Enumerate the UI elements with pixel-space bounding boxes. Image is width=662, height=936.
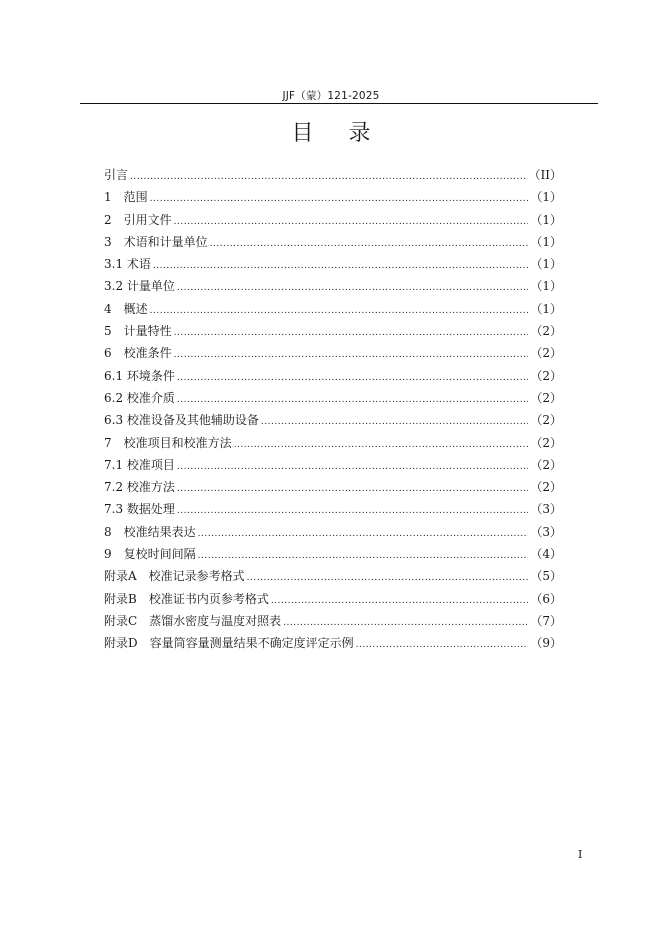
toc-entry-label: 附录C 蒸馏水密度与温度对照表 <box>104 613 282 628</box>
table-of-contents <box>104 164 562 655</box>
toc-entry-label: 8 校准结果表达 <box>104 524 196 539</box>
toc-dot-leader <box>283 612 528 634</box>
toc-entry[interactable] <box>104 342 562 364</box>
toc-entry-page: （9） <box>530 636 562 651</box>
toc-dot-leader <box>177 277 528 299</box>
toc-entry-label: 4 概述 <box>104 301 148 316</box>
toc-entry-label: 6.1 环境条件 <box>104 368 175 383</box>
toc-entry[interactable] <box>104 365 562 387</box>
toc-entry-label: 9 复校时间间隔 <box>104 547 196 562</box>
toc-dot-leader <box>174 344 529 366</box>
toc-entry-label: 引言 <box>104 168 129 182</box>
toc-entry-page: （4） <box>530 547 562 562</box>
toc-dot-leader <box>177 500 528 522</box>
toc-entry[interactable] <box>104 565 562 587</box>
toc-dot-leader <box>261 411 528 433</box>
toc-entry-label: 附录B 校准证书内页参考格式 <box>104 591 269 606</box>
toc-entry-page: （1） <box>530 212 562 227</box>
toc-entry[interactable] <box>104 454 562 476</box>
page-number: I <box>578 848 583 861</box>
toc-dot-leader <box>356 634 529 656</box>
toc-entry-label: 3 术语和计量单位 <box>104 234 208 249</box>
toc-entry[interactable] <box>104 498 562 520</box>
toc-entry-label: 2 引用文件 <box>104 212 172 227</box>
toc-entry[interactable] <box>104 275 562 297</box>
toc-entry-label: 1 范围 <box>104 190 148 205</box>
toc-entry-page: （1） <box>530 279 562 294</box>
toc-entry[interactable] <box>104 186 562 208</box>
toc-entry-page: （2） <box>530 413 562 428</box>
toc-entry-label: 6 校准条件 <box>104 346 172 361</box>
toc-entry[interactable] <box>104 432 562 454</box>
toc-entry-page: （7） <box>530 613 562 628</box>
toc-entry-label: 附录A 校准记录参考格式 <box>104 569 245 584</box>
toc-entry-page: （3） <box>530 524 562 539</box>
toc-dot-leader <box>150 300 529 322</box>
toc-dot-leader <box>174 211 529 233</box>
toc-entry-label: 7.1 校准项目 <box>104 457 175 472</box>
toc-dot-leader <box>174 322 529 344</box>
toc-entry-page: （3） <box>530 502 562 517</box>
toc-dot-leader <box>153 255 528 277</box>
toc-dot-leader <box>177 478 528 500</box>
toc-entry[interactable] <box>104 632 562 654</box>
toc-dot-leader <box>177 456 528 478</box>
toc-entry-label: 6.2 校准介质 <box>104 390 175 405</box>
toc-entry-label: 7.2 校准方法 <box>104 480 175 495</box>
document-code-header: JJF（蒙）121-2025 <box>282 90 380 102</box>
toc-entry-page: （5） <box>530 569 562 584</box>
toc-dot-leader <box>130 166 527 188</box>
toc-entry-label: 7 校准项目和校准方法 <box>104 435 232 450</box>
toc-dot-leader <box>198 523 529 545</box>
toc-entry-label: 附录D 容量筒容量测量结果不确定度评定示例 <box>104 636 354 651</box>
toc-dot-leader <box>271 590 529 612</box>
toc-entry[interactable] <box>104 387 562 409</box>
toc-entry[interactable] <box>104 543 562 565</box>
toc-entry[interactable] <box>104 231 562 253</box>
toc-entry-page: （2） <box>530 435 562 450</box>
toc-entry-label: 3.1 术语 <box>104 257 151 272</box>
toc-dot-leader <box>177 367 528 389</box>
toc-entry[interactable] <box>104 476 562 498</box>
toc-entry-label: 7.3 数据处理 <box>104 502 175 517</box>
header-divider <box>80 103 598 104</box>
toc-entry-page: （2） <box>530 480 562 495</box>
toc-dot-leader <box>150 188 529 210</box>
toc-entry[interactable] <box>104 164 562 186</box>
toc-entry-page: （1） <box>530 190 562 205</box>
toc-entry-page: （2） <box>530 346 562 361</box>
toc-entry-page: （2） <box>530 457 562 472</box>
toc-entry-page: （2） <box>530 390 562 405</box>
toc-entry[interactable] <box>104 209 562 231</box>
toc-entry[interactable] <box>104 298 562 320</box>
toc-dot-leader <box>210 233 529 255</box>
toc-entry-label: 6.3 校准设备及其他辅助设备 <box>104 413 259 428</box>
toc-dot-leader <box>177 389 528 411</box>
toc-dot-leader <box>198 545 529 567</box>
toc-entry-page: （6） <box>530 591 562 606</box>
toc-entry-page: （2） <box>530 324 562 339</box>
toc-entry-page: （II） <box>528 168 562 182</box>
toc-entry[interactable] <box>104 409 562 431</box>
toc-entry-page: （1） <box>530 257 562 272</box>
toc-entry[interactable] <box>104 610 562 632</box>
page-title: 目 录 <box>291 121 385 146</box>
toc-entry[interactable] <box>104 320 562 342</box>
toc-entry-page: （2） <box>530 368 562 383</box>
toc-entry[interactable] <box>104 521 562 543</box>
toc-dot-leader <box>234 434 529 456</box>
toc-dot-leader <box>247 567 529 589</box>
toc-entry-page: （1） <box>530 234 562 249</box>
toc-entry[interactable] <box>104 253 562 275</box>
toc-entry-label: 5 计量特性 <box>104 324 172 339</box>
toc-entry[interactable] <box>104 588 562 610</box>
toc-entry-label: 3.2 计量单位 <box>104 279 175 294</box>
toc-entry-page: （1） <box>530 301 562 316</box>
